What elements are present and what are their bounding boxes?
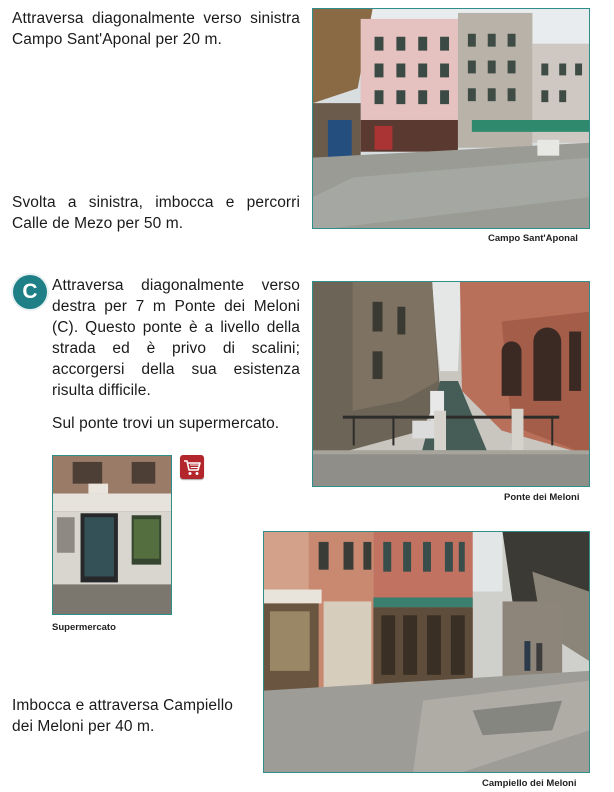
- waypoint-marker-c: C: [13, 275, 47, 309]
- step2-text: Svolta a sinistra, imbocca e percorri Calle de Mezo per 50 m.: [12, 194, 300, 232]
- step1-text: Attraversa diagonalmente verso sinistra Campo Sant'Aponal per 20 m.: [12, 10, 300, 48]
- caption-campo-sant-aponal: Campo Sant'Aponal: [488, 233, 578, 244]
- caption-ponte-dei-meloni: Ponte dei Meloni: [504, 492, 580, 503]
- caption-campiello-dei-meloni: Campiello dei Meloni: [482, 778, 577, 789]
- photo-ponte-dei-meloni: [312, 281, 590, 487]
- step5-text: Imbocca e attraversa Campiello dei Meloni per 40 m.: [12, 697, 233, 735]
- step4-text: Sul ponte trovi un supermercato.: [52, 415, 280, 432]
- photo-campiello-dei-meloni: [263, 531, 590, 773]
- step3-text: Attraversa diagonalmente verso destra per 7 m Ponte dei Meloni (C). Questo ponte è a livello della strada ed è privo di scalini; accorgersi della sua esistenza risulta difficile.: [52, 277, 300, 399]
- photo-campo-sant-aponal: [312, 8, 590, 229]
- photo-supermercato: [52, 455, 172, 615]
- shopping-cart-icon: [180, 455, 204, 479]
- caption-supermercato: Supermercato: [52, 622, 116, 633]
